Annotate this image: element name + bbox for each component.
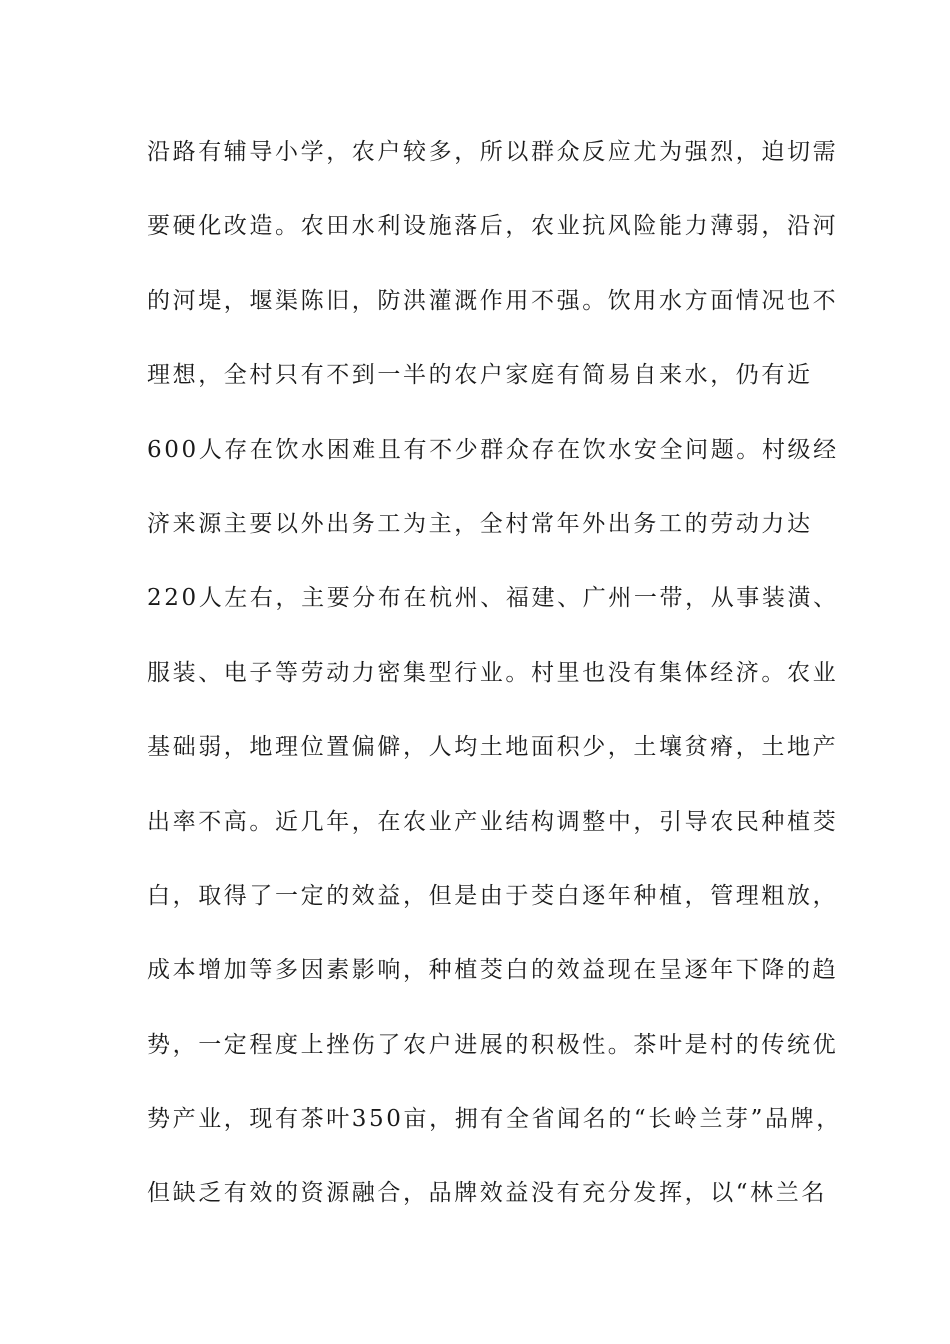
- text-line: 服装、电子等劳动力密集型行业。村里也没有集体经济。农业: [147, 659, 839, 686]
- text-line: 但缺乏有效的资源融合，品牌效益没有充分发挥，以“林兰名: [147, 1180, 827, 1207]
- text-line: 势产业，现有茶叶350亩，拥有全省闻名的“长岭兰芽”品牌，: [147, 1106, 842, 1133]
- text-line: 成本增加等多因素影响，种植茭白的效益现在呈逐年下降的趋: [147, 957, 839, 984]
- text-line: 出率不高。近几年，在农业产业结构调整中，引导农民种植茭: [147, 808, 839, 835]
- text-line: 220人左右，主要分布在杭州、福建、广州一带，从事装潢、: [147, 585, 839, 612]
- text-line: 势，一定程度上挫伤了农户进展的积极性。茶叶是村的传统优: [147, 1031, 839, 1058]
- text-line: 的河堤，堰渠陈旧，防洪灌溉作用不强。饮用水方面情况也不: [147, 287, 839, 314]
- text-line: 理想，全村只有不到一半的农户家庭有简易自来水，仍有近: [147, 362, 813, 389]
- text-line: 沿路有辅导小学，农户较多，所以群众反应尤为强烈，迫切需: [147, 139, 839, 165]
- text-line: 济来源主要以外出务工为主，全村常年外出务工的劳动力达: [147, 510, 813, 537]
- text-line: 基础弱，地理位置偏僻，人均土地面积少，土壤贫瘠，土地产: [147, 734, 839, 761]
- text-line: 要硬化改造。农田水利设施落后，农业抗风险能力薄弱，沿河: [147, 213, 839, 240]
- text-line: 600人存在饮水困难且有不少群众存在饮水安全问题。村级经: [147, 436, 839, 463]
- body-text: [147, 131, 842, 1247]
- text-line: 白，取得了一定的效益，但是由于茭白逐年种植，管理粗放，: [147, 882, 839, 909]
